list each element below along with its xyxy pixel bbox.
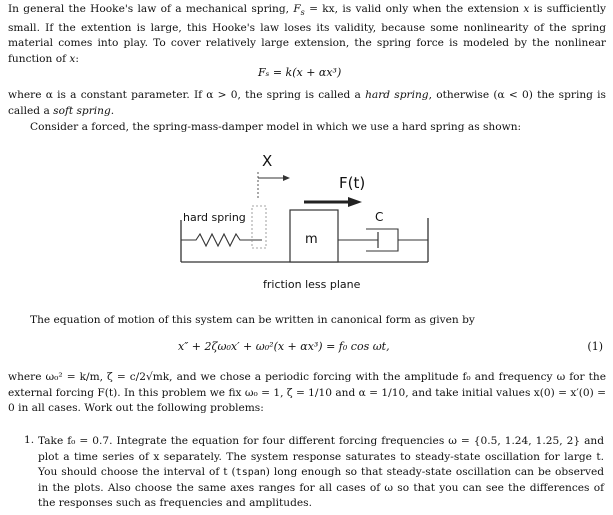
x-arrow-head xyxy=(283,175,290,181)
spring-force-equation: Fₛ = k(x + αx³) xyxy=(258,66,342,79)
equation-intro-paragraph: The equation of motion of this system can be written in canonical form as given by xyxy=(30,314,475,326)
floor-label: friction less plane xyxy=(263,278,361,291)
mass-label: m xyxy=(305,232,318,247)
spring-label: hard spring xyxy=(183,211,246,224)
x-label: X xyxy=(262,152,273,170)
parameters-paragraph: where ω₀² = k/m, ζ = c/2√mk, and we chose a periodic forcing with the amplitude f₀ and frequency ω for the external forcing F(t). In this problem we fix ω₀ = 1, ζ = 1/10 and α = 1/10, and take initial values x(0) = x′(0) = 0 in all cases. Work out the following problems: xyxy=(8,371,606,414)
motion-equation: x″ + 2ζω₀x′ + ω₀²(x + αx³) = f₀ cos ωt, xyxy=(178,340,390,353)
item-1-text: Take f₀ = 0.7. Integrate the equation for four different forcing frequencies ω = {0.5, 1.24, 1.25, 2} and plot a time series of x separately. The system response saturates to steady-state oscillation for large t. You should choose the interval of t (tspan) long enough so that steady-state oscillation can be observed in the plots. Also choose the same axes ranges for all cases of ω so that you can see the differences of the responses such as frequencies and amplitudes. xyxy=(38,435,604,509)
force-arrow-head xyxy=(348,197,362,207)
intro-paragraph: In general the Hooke's law of a mechanical spring, $F_s$ = kx, is valid only when the extension x is sufficiently small. If the extention is large, this Hooke's law loses its validity, because some nonlinearity of the spring material comes into play. To cover relatively large extension, the spring force is modeled by the nonlinear function of x: xyxy=(8,3,607,65)
diagram-svg xyxy=(0,150,613,298)
model-intro-paragraph: Consider a forced, the spring-mass-damper model in which we use a hard spring as shown: xyxy=(30,121,522,133)
force-label: F(t) xyxy=(339,174,366,192)
damper-label: C xyxy=(375,210,384,224)
spring-coil xyxy=(181,234,262,246)
motion-equation-number: (1) xyxy=(587,340,603,353)
item-1-number: 1. xyxy=(24,434,35,446)
spring-mass-damper-diagram xyxy=(0,150,613,298)
hard-soft-paragraph: where α is a constant parameter. If α > 0, the spring is called a hard spring, otherwise (α < 0) the spring is called a soft spring. xyxy=(8,89,606,117)
spring-label-box xyxy=(252,206,266,248)
